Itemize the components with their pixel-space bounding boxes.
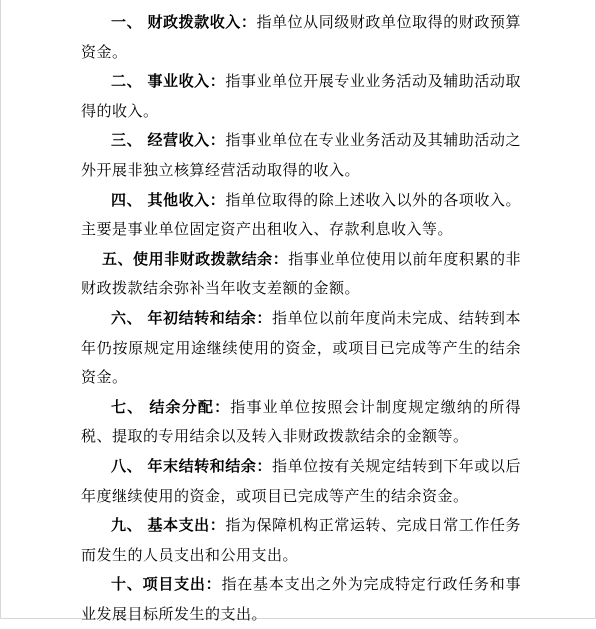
item-term: 年末结转和结余： (147, 456, 272, 475)
item-number: 三、 (111, 131, 143, 150)
item-number: 五、 (102, 249, 134, 268)
item-term: 事业收入： (147, 72, 226, 91)
item-number: 七、 (111, 397, 144, 416)
definition-item-1 (81, 8, 521, 67)
item-term: 经营收入： (147, 131, 226, 150)
item-term: 使用非财政拨款结余： (133, 249, 289, 268)
item-text: 指事业单位使用以前年度积累的非财政拨款结余弥补当年收支差额的金额。 (81, 249, 521, 298)
item-text: 指事业单位按照会计制度规定缴纳的所得税、提取的专用结余以及转入非财政拨款结余的金额等。 (81, 397, 521, 446)
item-text: 指事业单位在专业业务活动及其辅助活动之外开展非独立核算经营活动取得的收入。 (81, 131, 521, 179)
definition-item-4 (81, 186, 521, 245)
item-text: 指在基本支出之外为完成特定行政任务和事业发展目标所发生的支出。 (81, 575, 521, 623)
item-term: 年初结转和结余： (147, 308, 272, 327)
item-text: 指单位按有关规定结转到下年或以后年度继续使用的资金，或项目已完成等产生的结余资金。 (81, 456, 521, 505)
item-term: 财政拨款收入： (147, 13, 257, 31)
item-term: 结余分配： (149, 397, 231, 416)
definition-item-10 (81, 570, 521, 629)
item-number: 四、 (111, 190, 143, 209)
item-text: 指单位从同级财政单位取得的财政预算资金。 (81, 13, 521, 61)
item-term: 基本支出： (147, 516, 226, 535)
definition-item-8 (81, 452, 521, 511)
item-text: 指为保障机构正常运转、完成日常工作任务而发生的人员支出和公用支出。 (81, 516, 521, 564)
item-text: 指单位以前年度尚未完成、结转到本年仍按原规定用途继续使用的资金，或项目已完成等产生的结余资金。 (81, 308, 521, 387)
item-number: 九、 (111, 516, 143, 535)
item-number: 六、 (111, 308, 143, 327)
definition-item-2 (81, 67, 521, 126)
item-text: 指单位取得的除上述收入以外的各项收入。主要是事业单位固定资产出租收入、存款利息收入等。 (81, 190, 521, 239)
document-body (81, 8, 521, 629)
definition-item-9 (81, 511, 521, 570)
item-number: 二、 (111, 72, 143, 91)
item-text: 指事业单位开展专业业务活动及辅助活动取得的收入。 (81, 72, 521, 120)
item-number: 一、 (111, 13, 143, 31)
definition-item-6 (81, 304, 521, 393)
item-number: 十、 (111, 575, 143, 594)
item-number: 八、 (111, 456, 143, 475)
item-term: 其他收入： (147, 190, 226, 209)
item-term: 项目支出： (142, 575, 222, 594)
definition-item-5 (81, 245, 521, 304)
definition-item-3 (81, 126, 521, 185)
definition-item-7 (81, 393, 521, 452)
